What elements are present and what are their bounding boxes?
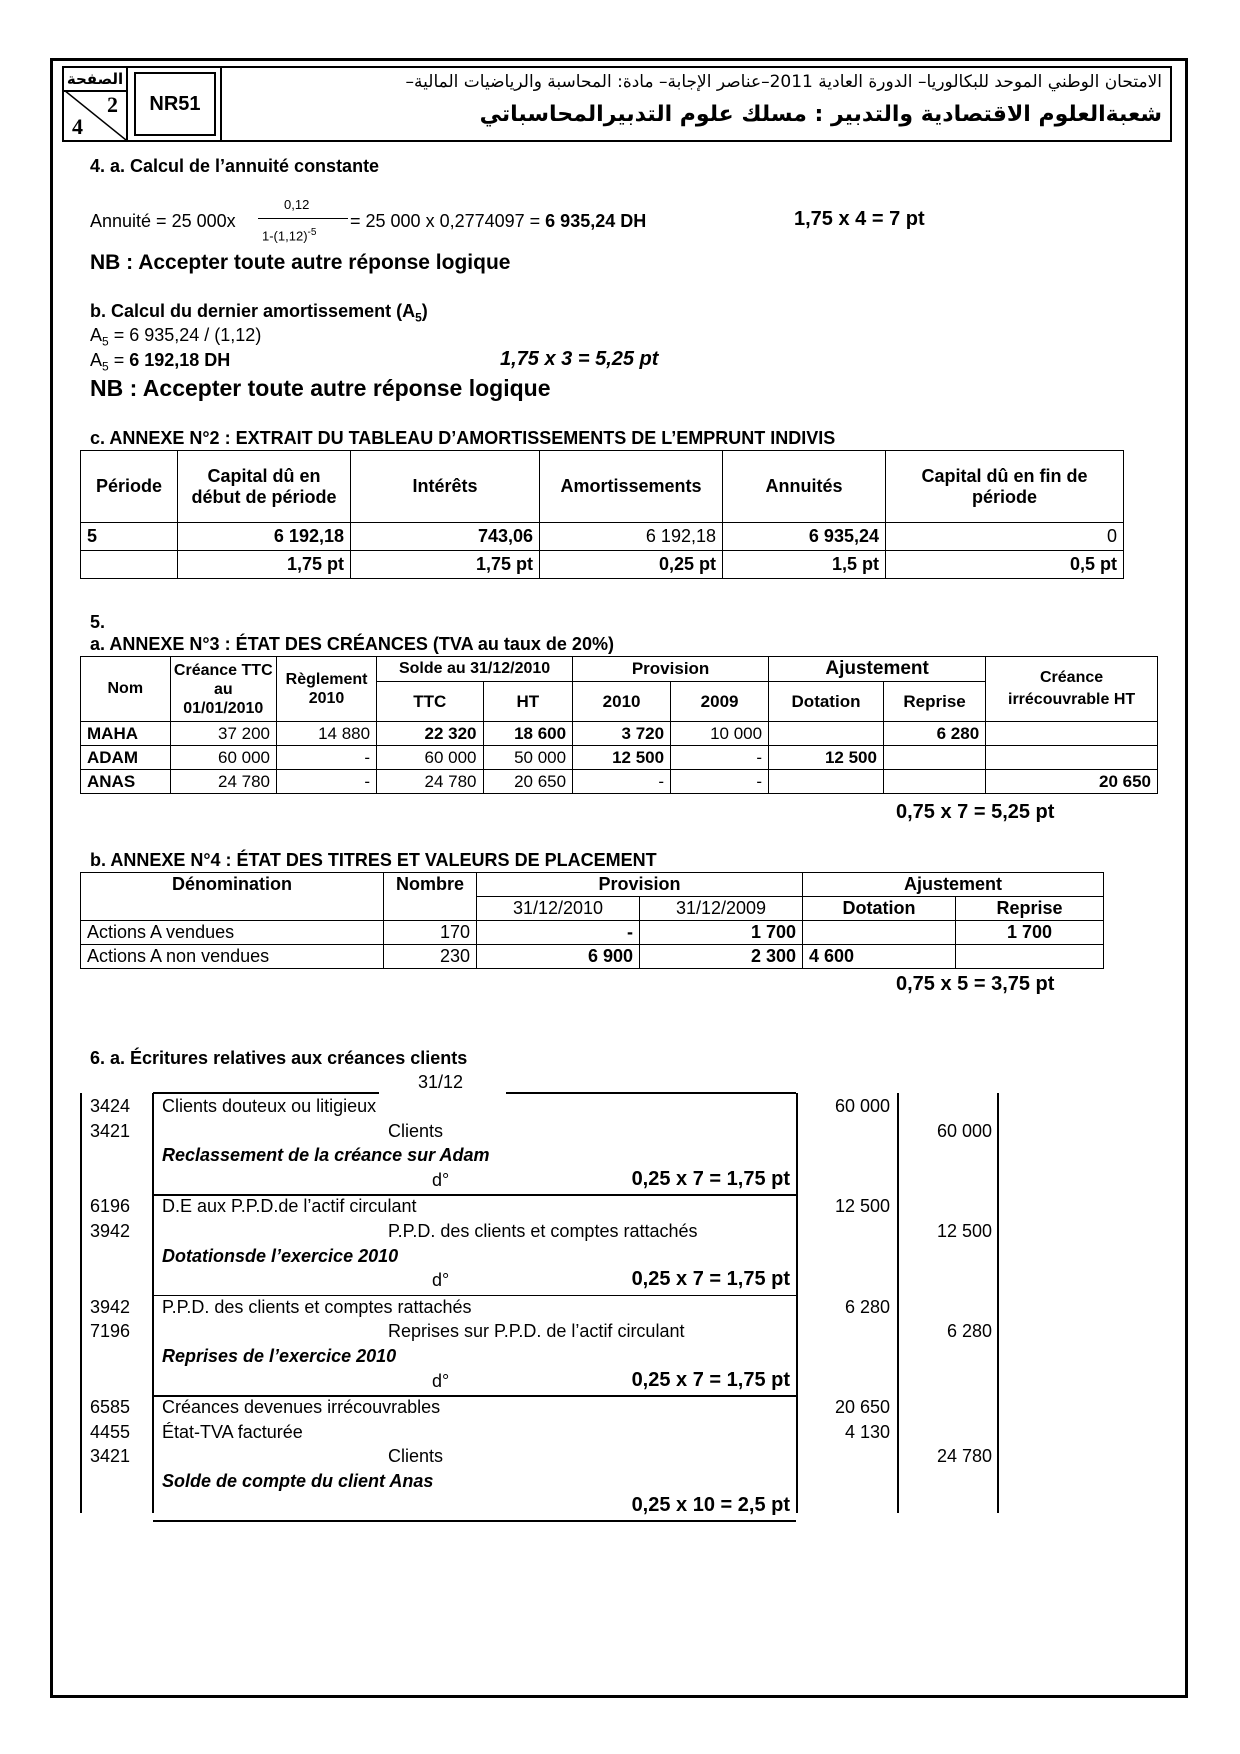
journal-credit-divider xyxy=(897,1093,899,1513)
debit-amount: 6 280 xyxy=(844,1296,890,1317)
cell-denomination: Actions A non vendues xyxy=(81,945,384,969)
journal-date-rule-left xyxy=(153,1092,379,1094)
formula-exponent: -5 xyxy=(307,227,317,238)
s4a-title: 4. a. Calcul de l’annuité constante xyxy=(90,156,380,176)
cell-ttc: 60 000 xyxy=(377,746,483,770)
journal-date-rule-right xyxy=(506,1092,796,1094)
cell-reprise: 1 700 xyxy=(956,921,1104,945)
cell-points: 0,25 pt xyxy=(540,551,723,579)
cell-reprise: 6 280 xyxy=(883,722,985,746)
debit-amount: 12 500 xyxy=(834,1196,890,1217)
cell-prov-2010: 3 720 xyxy=(573,722,671,746)
s4c-title: c. ANNEXE N°2 : EXTRAIT DU TABLEAU D’AMORTISSEMENTS DE L’EMPRUNT INDIVIS xyxy=(90,428,836,448)
cell-capital-debut: 6 192,18 xyxy=(178,523,351,551)
th-denomination: Dénomination xyxy=(81,873,384,921)
th-2010: 2010 xyxy=(573,682,671,722)
cell-nom: MAHA xyxy=(81,722,171,746)
table-row xyxy=(81,770,1158,794)
entry-description: Reprises de l’exercice 2010 xyxy=(162,1346,397,1366)
exam-header xyxy=(62,66,1172,142)
table-row xyxy=(81,722,1158,746)
cell-dotation xyxy=(769,770,884,794)
th-ajustement: Ajustement xyxy=(803,873,1104,897)
cell-ht: 18 600 xyxy=(483,722,573,746)
page-number: 2 xyxy=(107,92,118,117)
cell-ht: 20 650 xyxy=(483,770,573,794)
account-label: Reprises sur P.P.D. de l’actif circulant xyxy=(388,1321,685,1342)
s4b-line2: $A_5 = 6$ 192,18 DH xyxy=(90,350,231,374)
credit-amount: 60 000 xyxy=(936,1120,992,1141)
points-row xyxy=(81,551,1124,579)
cell-annuites: 6 935,24 xyxy=(723,523,886,551)
exam-code: NR51 xyxy=(134,72,216,136)
account-label: P.P.D. des clients et comptes rattachés xyxy=(162,1296,472,1317)
account-code: 4455 xyxy=(90,1421,131,1442)
th-reglement: Règlement 2010 xyxy=(276,657,376,722)
th-creance-irrecouvrable: Créance irrécouvrable HT xyxy=(986,657,1158,722)
cell-points: 1,75 pt xyxy=(178,551,351,579)
formula-numerator: 0,12 xyxy=(284,197,310,212)
cell-prov-2009: 1 700 xyxy=(640,921,803,945)
cell-dotation: 12 500 xyxy=(769,746,884,770)
s4a-nb: NB : Accepter toute autre réponse logique xyxy=(90,251,511,274)
cell-prov-2009: 10 000 xyxy=(671,722,769,746)
cell-prov-2009: - xyxy=(671,770,769,794)
cell-dotation xyxy=(769,722,884,746)
cell-capital-fin: 0 xyxy=(886,523,1124,551)
cell-amortissements: 6 192,18 xyxy=(540,523,723,551)
entry-ditto: d° xyxy=(432,1370,450,1391)
s6-title: 6. a. Écritures relatives aux créances clients xyxy=(90,1048,468,1068)
entry-points: 0,25 x 7 = 1,75 pt xyxy=(631,1167,790,1190)
journal-date: 31/12 xyxy=(418,1072,464,1092)
header-separator xyxy=(220,68,222,140)
th-2009: 2009 xyxy=(671,682,769,722)
th-nombre: Nombre xyxy=(384,873,477,921)
securities-table xyxy=(80,872,1104,969)
cell-denomination: Actions A vendues xyxy=(81,921,384,945)
th-dotation: Dotation xyxy=(769,682,884,722)
fraction-bar xyxy=(258,218,348,219)
exam-title-arabic: الامتحان الوطني الموحد للبكالوريا– الدورة العادية 2011–عناصر الإجابة– مادة: المحاسبة والرياضيات المالية– xyxy=(405,72,1162,92)
cell-dotation: 4 600 xyxy=(803,945,956,969)
th-dotation: Dotation xyxy=(803,897,956,921)
th-interets: Intérêts xyxy=(351,451,540,523)
entry-description: Solde de compte du client Anas xyxy=(162,1471,434,1491)
formula-result-line: = 25 000 x 0,2774097 = 6 935,24 DH xyxy=(350,211,647,231)
account-label: P.P.D. des clients et comptes rattachés xyxy=(388,1221,698,1241)
cell-dotation xyxy=(803,921,956,945)
cell-points: 1,5 pt xyxy=(723,551,886,579)
account-code: 6196 xyxy=(90,1196,131,1217)
formula-prefix: Annuité = 25 000x xyxy=(90,211,236,231)
table-header-row xyxy=(81,873,1104,897)
cell-irrecouvrable xyxy=(986,746,1158,770)
s5b-points: 0,75 x 5 = 3,75 pt xyxy=(896,973,1055,995)
journal-right-border xyxy=(997,1093,999,1513)
credit-amount: 6 280 xyxy=(946,1321,992,1342)
annuity-formula xyxy=(90,211,236,232)
s5a-title: a. ANNEXE N°3 : ÉTAT DES CRÉANCES (TVA au taux de 20%) xyxy=(90,634,614,654)
th-provision: Provision xyxy=(477,873,803,897)
entry-separator xyxy=(153,1520,796,1522)
table-row xyxy=(81,746,1158,770)
journal-code-divider xyxy=(152,1093,154,1513)
cell-prov-2009: 2 300 xyxy=(640,945,803,969)
page-label: الصفحة xyxy=(64,68,126,92)
credit-amount: 12 500 xyxy=(936,1221,992,1241)
cell-interets: 743,06 xyxy=(351,523,540,551)
th-provision: Provision xyxy=(573,657,769,682)
th-ttc: TTC xyxy=(377,682,483,722)
cell-nom: ANAS xyxy=(81,770,171,794)
th-nom: Nom xyxy=(81,657,171,722)
s4b-title: b. Calcul du dernier amortissement $(A_5)$ xyxy=(90,301,428,325)
s4b-line1: $A_5 = 6$ 935,24 / (1,12) xyxy=(90,325,262,349)
cell-points: 0,5 pt xyxy=(886,551,1124,579)
account-label: D.E aux P.P.D.de l’actif circulant xyxy=(162,1196,417,1217)
entry-description: Reclassement de la créance sur Adam xyxy=(162,1145,490,1166)
cell-reprise xyxy=(956,945,1104,969)
formula-denominator: $1-(1,12)^{-5}$ xyxy=(262,227,317,244)
th-ht: HT xyxy=(483,682,573,722)
cell-points: 1,75 pt xyxy=(351,551,540,579)
credit-amount: 24 780 xyxy=(936,1446,992,1467)
cell-creance: 24 780 xyxy=(170,770,276,794)
table-header-row xyxy=(81,451,1124,523)
account-code: 7196 xyxy=(90,1321,131,1342)
th-amortissements: Amortissements xyxy=(540,451,723,523)
receivables-table xyxy=(80,656,1158,794)
account-code: 6585 xyxy=(90,1397,131,1418)
account-label: Clients xyxy=(388,1446,444,1467)
cell-reglement: 14 880 xyxy=(276,722,376,746)
s4a-points: 1,75 x 4 = 7 pt xyxy=(794,208,925,230)
th-solde: Solde au 31/12/2010 xyxy=(377,657,573,682)
account-code: 3421 xyxy=(90,1446,131,1467)
s5b-title: b. ANNEXE N°4 : ÉTAT DES TITRES ET VALEURS DE PLACEMENT xyxy=(90,850,657,870)
th-31-12-2010: 31/12/2010 xyxy=(477,897,640,921)
table-row xyxy=(81,945,1104,969)
page-total: 4 xyxy=(72,114,83,139)
entry-description: Dotationsde l’exercice 2010 xyxy=(162,1245,399,1266)
cell-prov-2010: - xyxy=(477,921,640,945)
s4b-nb: NB : Accepter toute autre réponse logique xyxy=(90,375,551,401)
account-code: 3424 xyxy=(90,1096,131,1116)
cell-reglement: - xyxy=(276,746,376,770)
account-label: Créances devenues irrécouvrables xyxy=(162,1397,441,1418)
th-capital-fin: Capital dû en fin de période xyxy=(886,451,1124,523)
cell-reglement: - xyxy=(276,770,376,794)
journal-left-border xyxy=(80,1093,82,1513)
debit-amount: 60 000 xyxy=(834,1096,890,1116)
s5-number: 5. xyxy=(90,612,106,632)
debit-amount: 20 650 xyxy=(834,1397,890,1418)
entry-points: 0,25 x 7 = 1,75 pt xyxy=(631,1368,790,1391)
entry-points: 0,25 x 10 = 2,5 pt xyxy=(631,1493,790,1516)
th-ajustement: Ajustement xyxy=(769,657,986,682)
s5a-points: 0,75 x 7 = 5,25 pt xyxy=(896,801,1055,823)
entry-ditto: d° xyxy=(432,1270,450,1291)
cell-nom: ADAM xyxy=(81,746,171,770)
th-periode: Période xyxy=(81,451,178,523)
cell-prov-2009: - xyxy=(671,746,769,770)
cell-periode: 5 xyxy=(81,523,178,551)
journal-debit-divider xyxy=(796,1093,798,1513)
th-creance-ttc: Créance TTC au 01/01/2010 xyxy=(170,657,276,722)
account-code: 3942 xyxy=(90,1296,131,1317)
cell-irrecouvrable: 20 650 xyxy=(986,770,1158,794)
th-reprise: Reprise xyxy=(883,682,985,722)
cell-irrecouvrable xyxy=(986,722,1158,746)
page-number-cell xyxy=(64,68,128,140)
last-amortization-result: 6 192,18 DH xyxy=(129,350,231,370)
cell-creance: 37 200 xyxy=(170,722,276,746)
s4b-points: 1,75 x 3 = 5,25 pt xyxy=(500,348,659,370)
cell-prov-2010: 6 900 xyxy=(477,945,640,969)
account-label: État-TVA facturée xyxy=(162,1421,303,1442)
exam-stream-arabic: شعبةالعلوم الاقتصادية والتدبير : مسلك علوم التدبيرالمحاسباتي xyxy=(479,102,1162,127)
cell-ht: 50 000 xyxy=(483,746,573,770)
cell-points xyxy=(81,551,178,579)
annuity-result: 6 935,24 DH xyxy=(545,211,647,231)
cell-nombre: 230 xyxy=(384,945,477,969)
entry-ditto: d° xyxy=(432,1169,450,1190)
debit-amount: 4 130 xyxy=(844,1421,890,1442)
table-row xyxy=(81,921,1104,945)
account-code: 3942 xyxy=(90,1221,131,1241)
account-code: 3421 xyxy=(90,1120,131,1141)
cell-ttc: 24 780 xyxy=(377,770,483,794)
entry-points: 0,25 x 7 = 1,75 pt xyxy=(631,1268,790,1291)
cell-creance: 60 000 xyxy=(170,746,276,770)
account-label: Clients douteux ou litigieux xyxy=(162,1096,377,1116)
table-header-row xyxy=(81,657,1158,682)
account-label: Clients xyxy=(388,1120,444,1141)
cell-reprise xyxy=(883,746,985,770)
th-reprise: Reprise xyxy=(956,897,1104,921)
cell-reprise xyxy=(883,770,985,794)
table-row xyxy=(81,523,1124,551)
amortization-table xyxy=(80,450,1124,579)
th-annuites: Annuités xyxy=(723,451,886,523)
cell-nombre: 170 xyxy=(384,921,477,945)
th-31-12-2009: 31/12/2009 xyxy=(640,897,803,921)
th-capital-debut: Capital dû en début de période xyxy=(178,451,351,523)
cell-prov-2010: 12 500 xyxy=(573,746,671,770)
cell-ttc: 22 320 xyxy=(377,722,483,746)
cell-prov-2010: - xyxy=(573,770,671,794)
